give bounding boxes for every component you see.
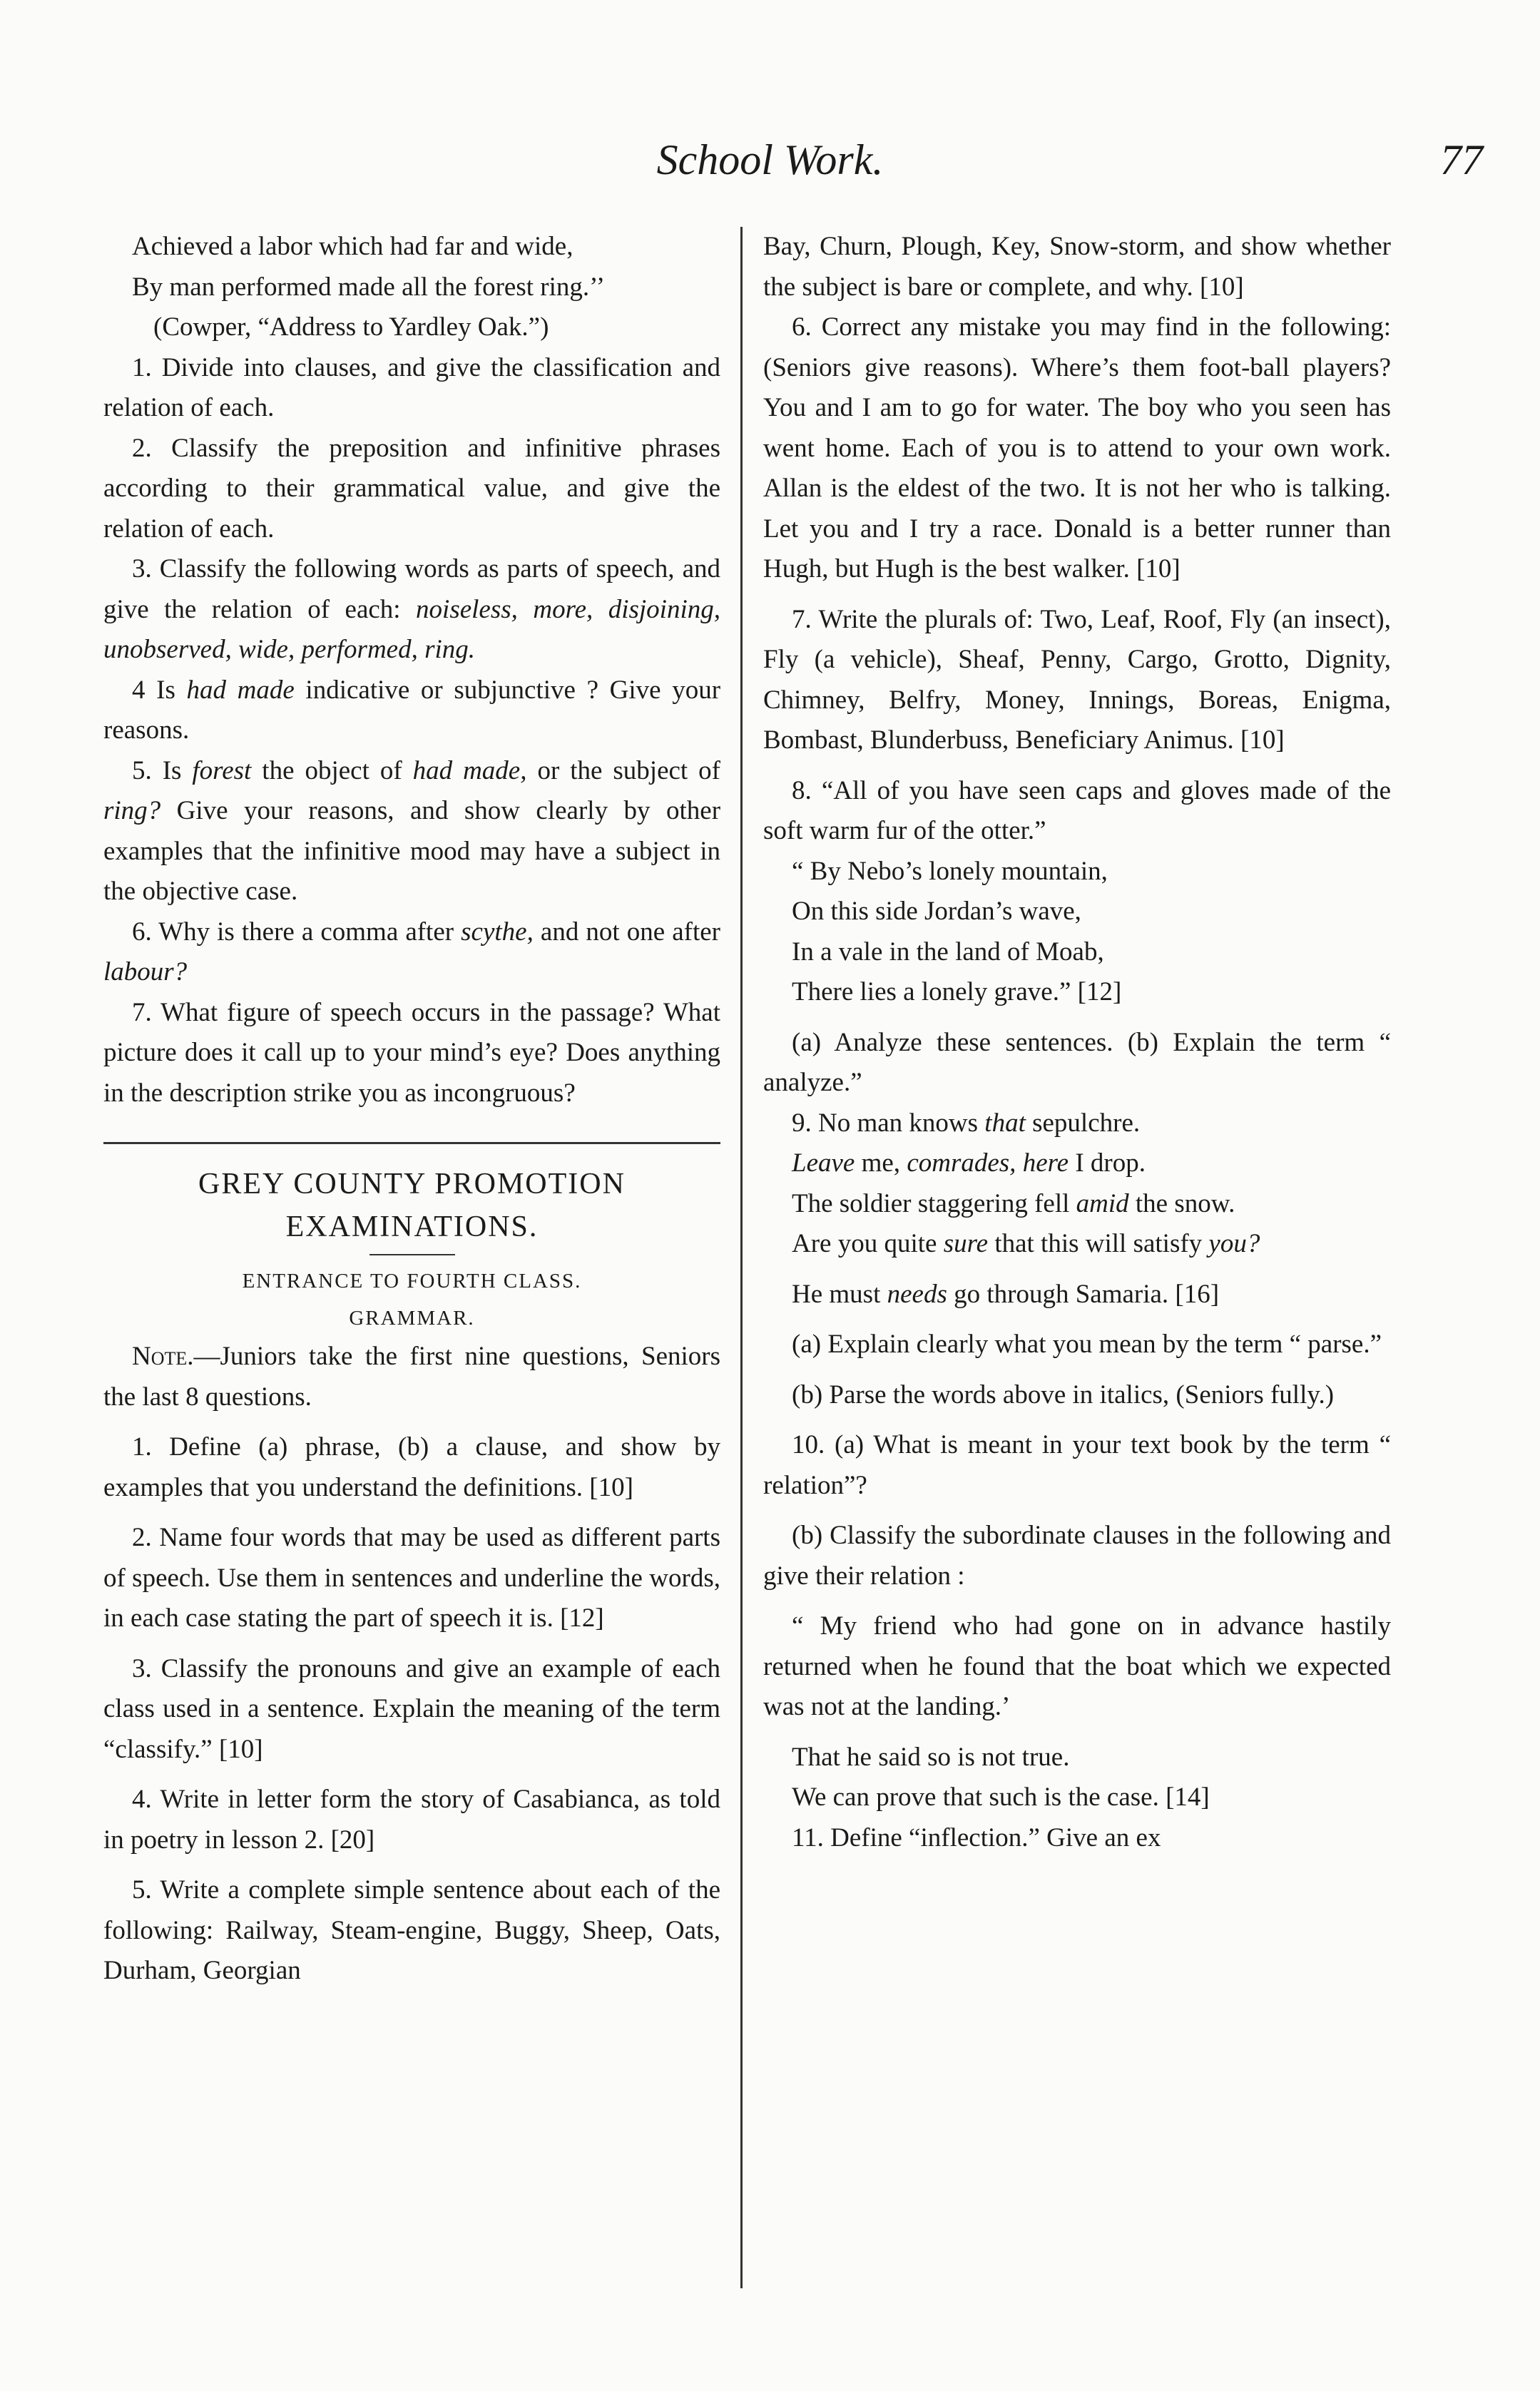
section-rule xyxy=(103,1142,720,1144)
column-divider xyxy=(740,227,743,2288)
page-number: 77 xyxy=(1440,136,1483,183)
sentence-line: That he said so is not true. xyxy=(792,1742,1070,1772)
question-4: 4 Is had made indicative or subjunctive ? Give your reasons. xyxy=(103,675,721,745)
grammar-question-5: 5. Write a complete simple sentence about each of the following: Railway, Steam-engine, Buggy, Sheep, Oats, Durham, Georgian xyxy=(103,1875,720,1985)
question-2: 2. Classify the preposition and infinitive phrases according to their grammatical value, and give the relation of each. xyxy=(103,433,720,544)
sentence-line: We can prove that such is the case. [14] xyxy=(792,1783,1210,1812)
grammar-question-10: 10. (a) What is meant in your text book by the term “ relation”? xyxy=(763,1430,1391,1500)
poem-line: There lies a lonely grave.” [12] xyxy=(792,977,1122,1006)
poem-line: On this side Jordan’s wave, xyxy=(792,897,1081,926)
sentence-line: Are you quite sure that this will satisfy you? xyxy=(792,1229,1260,1258)
question-6: 6. Why is there a comma after scythe, and not one after labour? xyxy=(103,917,720,987)
grammar-question-10-part-b: (b) Classify the subordinate clauses in the following and give their relation : xyxy=(763,1521,1391,1591)
grammar-question-11: 11. Define “inflection.” Give an ex xyxy=(792,1822,1161,1852)
sentence-line: Leave me, comrades, here I drop. xyxy=(792,1148,1146,1178)
question-1: 1. Divide into clauses, and give the classification and relation of each. xyxy=(103,352,720,422)
question-7: 7. What figure of speech occurs in the passage? What picture does it call up to your mind’s eye? Does anything in the description strike you as incongruous? xyxy=(103,997,720,1108)
grammar-question-6: 6. Correct any mistake you may find in the following: (Seniors give reasons). Where’s them foot-ball players? You and I am to go for water. The boy who you seen has went home. Each of you is to attend to your own work. Allan is the eldest of the two. It is not her who is talking. Let you and I try a race. Donald is a better runner than Hugh, but Hugh is the best walker. [10] xyxy=(763,312,1391,583)
sentence-line: He must needs go through Samaria. [16] xyxy=(792,1279,1220,1309)
sentence-line: The soldier staggering fell amid the snow. xyxy=(792,1188,1235,1218)
subheading-subject: GRAMMAR. xyxy=(349,1307,475,1330)
verse-citation: (Cowper, “Address to Yardley Oak.”) xyxy=(153,312,549,342)
question-3: 3. Classify the following words as parts of speech, and give the relation of each: noiseless, more, disjoining, unobserved, wide, performed, ring. xyxy=(103,554,720,664)
grammar-question-8-parts: (a) Analyze these sentences. (b) Explain the term “ analyze.” xyxy=(763,1027,1391,1097)
left-column xyxy=(103,227,720,1992)
subheading-class: ENTRANCE TO FOURTH CLASS. xyxy=(242,1270,582,1293)
grammar-question-1: 1. Define (a) phrase, (b) a clause, and show by examples that you understand the definitions. [10] xyxy=(103,1432,720,1502)
grammar-question-8: 8. “All of you have seen caps and gloves made of the soft warm fur of the otter.” xyxy=(763,775,1391,845)
quoted-passage: “ My friend who had gone on in advance hastily returned when he found that the boat which we expected was not at the landing.’ xyxy=(763,1611,1391,1721)
grammar-question-4: 4. Write in letter form the story of Casabianca, as told in poetry in lesson 2. [20] xyxy=(103,1785,720,1855)
grammar-question-2: 2. Name four words that may be used as different parts of speech. Use them in sentences and underline the words, in each case stating the part of speech it is. [12] xyxy=(103,1523,720,1633)
grammar-question-9-part-a: (a) Explain clearly what you mean by the term “ parse.” xyxy=(792,1330,1382,1359)
grammar-question-3: 3. Classify the pronouns and give an example of each class used in a sentence. Explain the meaning of the term “classify.” [10] xyxy=(103,1653,720,1764)
short-rule xyxy=(369,1254,455,1255)
grammar-question-5-continued: Bay, Churn, Plough, Key, Snow-storm, and show whether the subject is bare or complete, and why. [10] xyxy=(763,232,1391,302)
verse-line: By man performed made all the forest ring.’’ xyxy=(132,272,606,302)
running-header xyxy=(0,136,1540,200)
poem-line: “ By Nebo’s lonely mountain, xyxy=(792,856,1108,886)
verse-line: Achieved a labor which had far and wide, xyxy=(132,232,573,261)
grammar-question-9: 9. No man knows that sepulchre. xyxy=(792,1108,1141,1138)
running-title: School Work. xyxy=(656,136,884,183)
italic-words: noiseless, more, disjoining, unobserved, wide, performed, ring. xyxy=(103,594,720,664)
grammar-question-9-part-b: (b) Parse the words above in italics, (Seniors fully.) xyxy=(792,1380,1335,1409)
question-5: 5. Is forest the object of had made, or the subject of ring? Give your reasons, and show clearly by other examples that the infinitive mood may have a subject in the objective case. xyxy=(103,755,721,906)
right-column xyxy=(763,227,1391,1858)
poem-line: In a vale in the land of Moab, xyxy=(792,937,1104,967)
section-heading: GREY COUNTY PROMOTION EXAMINATIONS. xyxy=(198,1168,626,1243)
note: Note.—Juniors take the first nine questions, Seniors the last 8 questions. xyxy=(103,1342,720,1412)
grammar-question-7: 7. Write the plurals of: Two, Leaf, Roof, Fly (an insect), Fly (a vehicle), Sheaf, Penny, Cargo, Grotto, Dignity, Chimney, Belfry, Money, Innings, Boreas, Enigma, Bombast, Blunderbuss, Beneficiary Animus. [10] xyxy=(763,604,1391,755)
